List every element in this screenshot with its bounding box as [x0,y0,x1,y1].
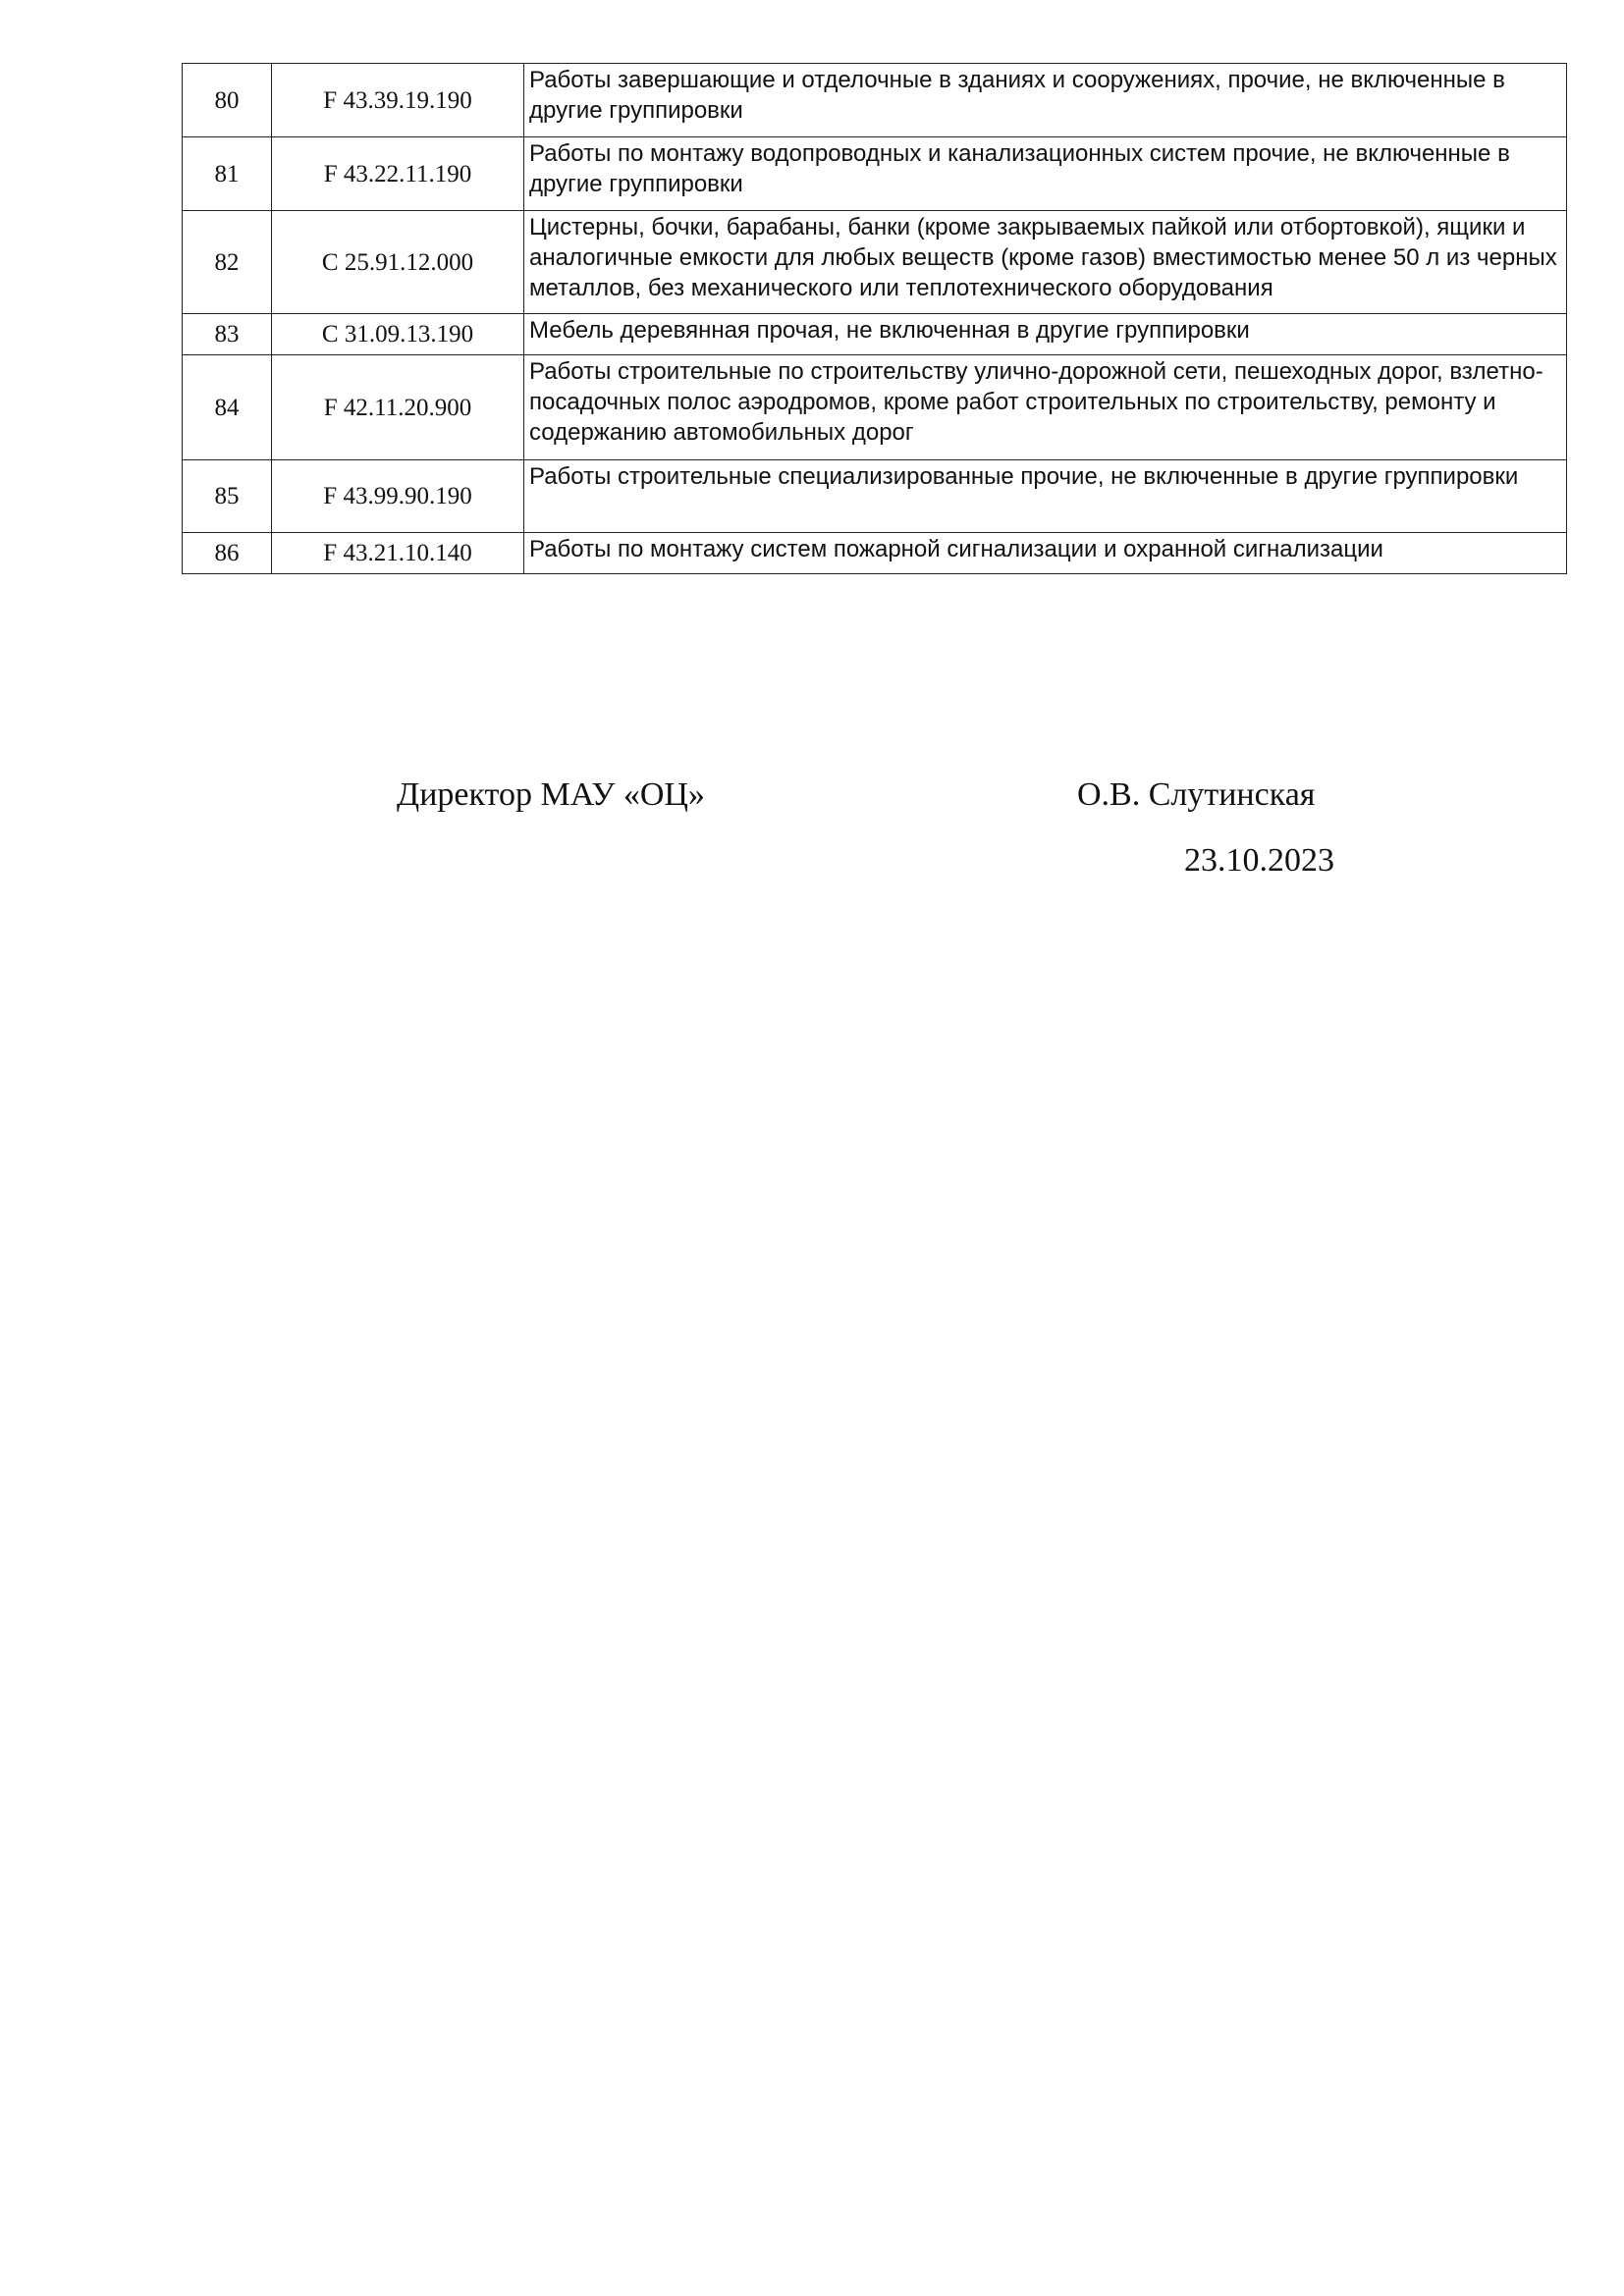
table-row [183,64,1567,137]
signer-title: Директор МАУ «ОЦ» [397,776,705,813]
row-description: Работы строительные по строительству улично-дорожной сети, пешеходных дорог, взлетно-посадочных полос аэродромов, кроме работ строительных по строительству, ремонту и содержанию автомобильных дорог [524,355,1567,460]
table-row [183,314,1567,355]
row-number: 85 [183,460,272,533]
signer-name: О.В. Слутинская [1077,776,1316,813]
row-description: Работы завершающие и отделочные в зданиях и сооружениях, прочие, не включенные в другие группировки [524,64,1567,137]
row-number: 83 [183,314,272,355]
codes-table [182,63,1567,574]
table-row [183,137,1567,211]
okpd-code: F 43.99.90.190 [272,460,524,533]
row-description: Мебель деревянная прочая, не включенная в другие группировки [524,314,1567,355]
okpd-code: F 43.22.11.190 [272,137,524,211]
table-row [183,533,1567,574]
okpd-code: F 43.39.19.190 [272,64,524,137]
row-description: Работы строительные специализированные прочие, не включенные в другие группировки [524,460,1567,533]
row-description: Работы по монтажу водопроводных и канализационных систем прочие, не включенные в другие группировки [524,137,1567,211]
okpd-code: C 31.09.13.190 [272,314,524,355]
table-row [183,355,1567,460]
okpd-code: F 42.11.20.900 [272,355,524,460]
row-description: Работы по монтажу систем пожарной сигнализации и охранной сигнализации [524,533,1567,574]
okpd-code: C 25.91.12.000 [272,211,524,314]
row-description: Цистерны, бочки, барабаны, банки (кроме закрываемых пайкой или отбортовкой), ящики и аналогичные емкости для любых веществ (кроме газов) вместимостью менее 50 л из черных металлов, без механического или теплотехнического оборудования [524,211,1567,314]
table-row [183,460,1567,533]
okpd-code: F 43.21.10.140 [272,533,524,574]
row-number: 82 [183,211,272,314]
row-number: 80 [183,64,272,137]
row-number: 86 [183,533,272,574]
signature-date: 23.10.2023 [1184,842,1334,879]
row-number: 81 [183,137,272,211]
table-row [183,211,1567,314]
row-number: 84 [183,355,272,460]
